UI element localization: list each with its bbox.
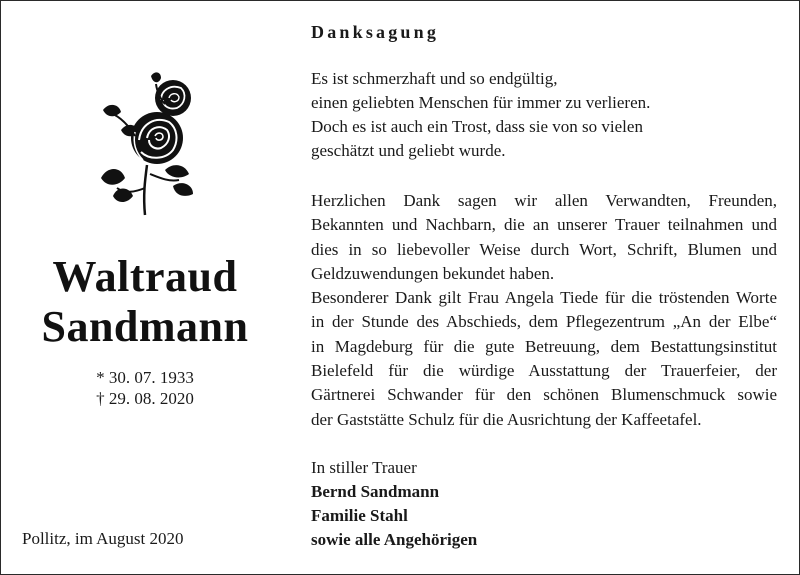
thanks-line: Geldzuwendungen bekundet haben. <box>311 263 555 283</box>
birth-date: * 30. 07. 1933 <box>96 368 194 387</box>
poem-paragraph <box>311 67 650 163</box>
poem-line: Doch es ist auch ein Trost, dass sie von so vielen <box>311 117 643 136</box>
thanks-line: Gärtnerei Schwander für den schönen Blumenschmuck sowie <box>311 385 777 405</box>
mourner-relatives: sowie alle Angehörigen <box>311 530 478 549</box>
closing-intro: In stiller Trauer <box>311 458 417 477</box>
thanks-line: der Gaststätte Schulz für die Ausrichtung der Kaffeetafel. <box>311 409 702 429</box>
thanks-line: Bielefeld für die würdige Ausstattung der Trauerfeier, der <box>311 361 777 381</box>
deceased-first-name: Waltraud <box>52 252 238 301</box>
thanks-line: Herzlichen Dank sagen wir allen Verwandten, Freunden, <box>311 191 777 210</box>
poem-line: Es ist schmerzhaft und so endgültig, <box>311 69 558 88</box>
rose-icon <box>95 70 205 220</box>
poem-line: einen geliebten Menschen für immer zu verlieren. <box>311 93 651 112</box>
thanks-paragraph <box>311 189 777 432</box>
heading: Danksagung <box>311 22 440 42</box>
left-column <box>0 0 290 575</box>
thanks-line: dies in so liebevoller Weise durch Wort, Schrift, Blumen und <box>311 239 777 259</box>
poem-line: geschätzt und geliebt wurde. <box>311 141 506 160</box>
thanks-line: Besonderer Dank gilt Frau Angela Tiede für die tröstenden Worte <box>311 288 777 308</box>
closing-block <box>311 456 477 552</box>
thanks-line: Bekannten und Nachbarn, die an unserer Trauer teilnahmen und <box>311 215 777 235</box>
thanks-line: in Magdeburg für die gute Betreuung, dem Bestattungsinstitut <box>311 336 777 356</box>
death-date: † 29. 08. 2020 <box>96 389 194 408</box>
mourner-family: Familie Stahl <box>311 506 408 525</box>
thanks-line: in der Stunde des Abschieds, dem Pflegezentrum „An der Elbe“ <box>311 312 777 332</box>
deceased-last-name: Sandmann <box>41 302 249 351</box>
place-and-date: Pollitz, im August 2020 <box>22 529 184 548</box>
mourner-name: Bernd Sandmann <box>311 482 440 501</box>
